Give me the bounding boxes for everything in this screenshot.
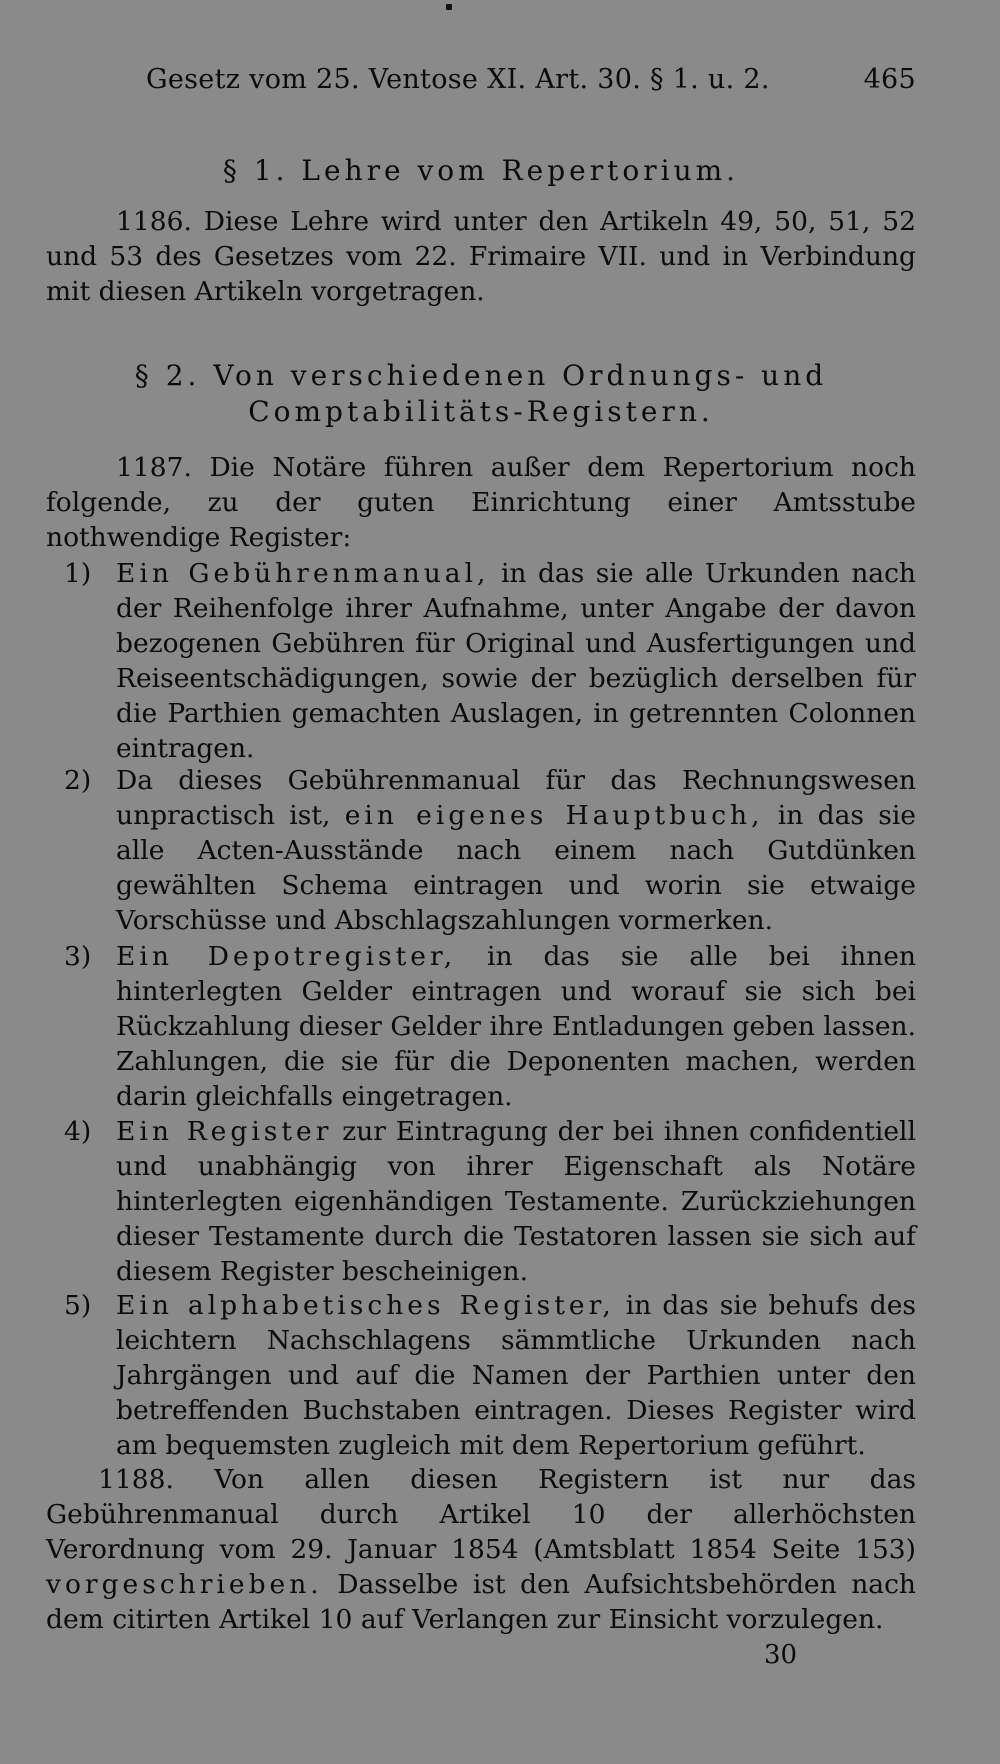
paragraph-text-end: Dasselbe ist den Aufsichtsbehörden nach dem citirten Artikel 10 auf Verlangen zur Einsicht vorzulegen. [46, 1569, 916, 1635]
paragraph-number: 1188. [98, 1464, 174, 1495]
paragraph-text: Diese Lehre wird unter den Artikeln 49, 50, 51, 52 und 53 des Gesetzes vom 22. Frimaire VII. und in Verbindung mit diesen Artikeln vorgetragen. [46, 206, 916, 307]
item-number: 5) [64, 1290, 92, 1321]
item-text: in das sie behufs des leichtern Nachschlagens sämmtliche Urkunden nach Jahrgängen und auf die Namen der Parthien unter den betreffenden Buchstaben eintragen. Dieses Register wird am bequemsten zugleich mit dem Repertorium geführt. [116, 1290, 916, 1461]
item-body [116, 1114, 916, 1289]
paragraph-1187 [46, 450, 916, 555]
item-text: in das sie alle bei ihnen hinterlegten Gelder eintragen und worauf sie sich bei Rückzahlung dieser Gelder ihre Entladungen geben lassen. Zahlungen, die sie für die Deponenten machen, werden darin gleichfalls eingetragen. [116, 941, 916, 1112]
item-text: in das sie alle Urkunden nach der Reihenfolge ihrer Aufnahme, unter Angabe der davon bezogenen Gebühren für Original und Ausfertigungen und Reiseentschädigungen, sowie der bezüglich derselben für die Parthien gemachten Auslagen, in getrennten Colonnen eintragen. [116, 558, 917, 764]
paragraph-emphasis: vorgeschrieben. [46, 1569, 323, 1600]
paragraph-1188 [46, 1462, 916, 1637]
signature-mark: 30 [764, 1640, 798, 1670]
paragraph-1186 [46, 204, 916, 309]
item-number: 3) [64, 941, 92, 972]
running-header [46, 64, 916, 95]
item-body [116, 763, 916, 938]
item-text: zur Eintragung der bei ihnen confidentiell und unabhängig von ihrer Eigenschaft als Notäre hinterlegten eigenhändigen Testamente. Zurückziehungen dieser Testamente durch die Testatoren lassen sie sich auf diesem Register bescheinigen. [116, 1116, 917, 1287]
paragraph-number: 1187. [116, 452, 192, 483]
section-2-heading-line1: § 2. Von verschiedenen Ordnungs- und [134, 359, 828, 392]
item-emphasis: Ein Gebührenmanual, [116, 558, 490, 589]
paragraph-number: 1186. [116, 206, 192, 237]
paragraph-text: Die Notäre führen außer dem Repertorium noch folgende, zu der guten Einrichtung einer Amtsstube nothwendige Register: [46, 452, 916, 553]
paragraph-text: Von allen diesen Registern ist nur das Gebührenmanual durch Artikel 10 der allerhöchsten Verordnung vom 29. Januar 1854 (Amtsblatt 1854 Seite 153) [46, 1464, 916, 1565]
item-emphasis: ein eigenes Hauptbuch, [344, 800, 764, 831]
item-body [116, 939, 916, 1114]
item-body [116, 556, 916, 766]
running-title: Gesetz vom 25. Ventose XI. Art. 30. § 1. u. 2. [146, 64, 770, 95]
item-emphasis: Ein alphabetisches Register, [116, 1290, 615, 1321]
section-1-heading: § 1. Lehre vom Repertorium. [222, 154, 740, 187]
item-text: in das sie alle Acten-Ausstände nach einem nach Gutdünken gewählten Schema eintragen und worin sie etwaige Vorschüsse und Abschlagszahlungen vormerken. [116, 800, 916, 936]
item-number: 2) [64, 765, 92, 796]
item-emphasis: Ein Register [116, 1116, 333, 1147]
section-2-heading-line2: Comptabilitäts-Registern. [248, 395, 714, 428]
item-number: 1) [64, 558, 92, 589]
document-page [46, 0, 916, 1764]
page-number: 465 [863, 64, 916, 95]
item-intro: Da dieses Gebührenmanual für das Rechnungswesen unpractisch ist, [116, 765, 916, 831]
item-number: 4) [64, 1116, 92, 1147]
item-body [116, 1288, 916, 1463]
item-emphasis: Ein Depotregister, [116, 941, 457, 972]
